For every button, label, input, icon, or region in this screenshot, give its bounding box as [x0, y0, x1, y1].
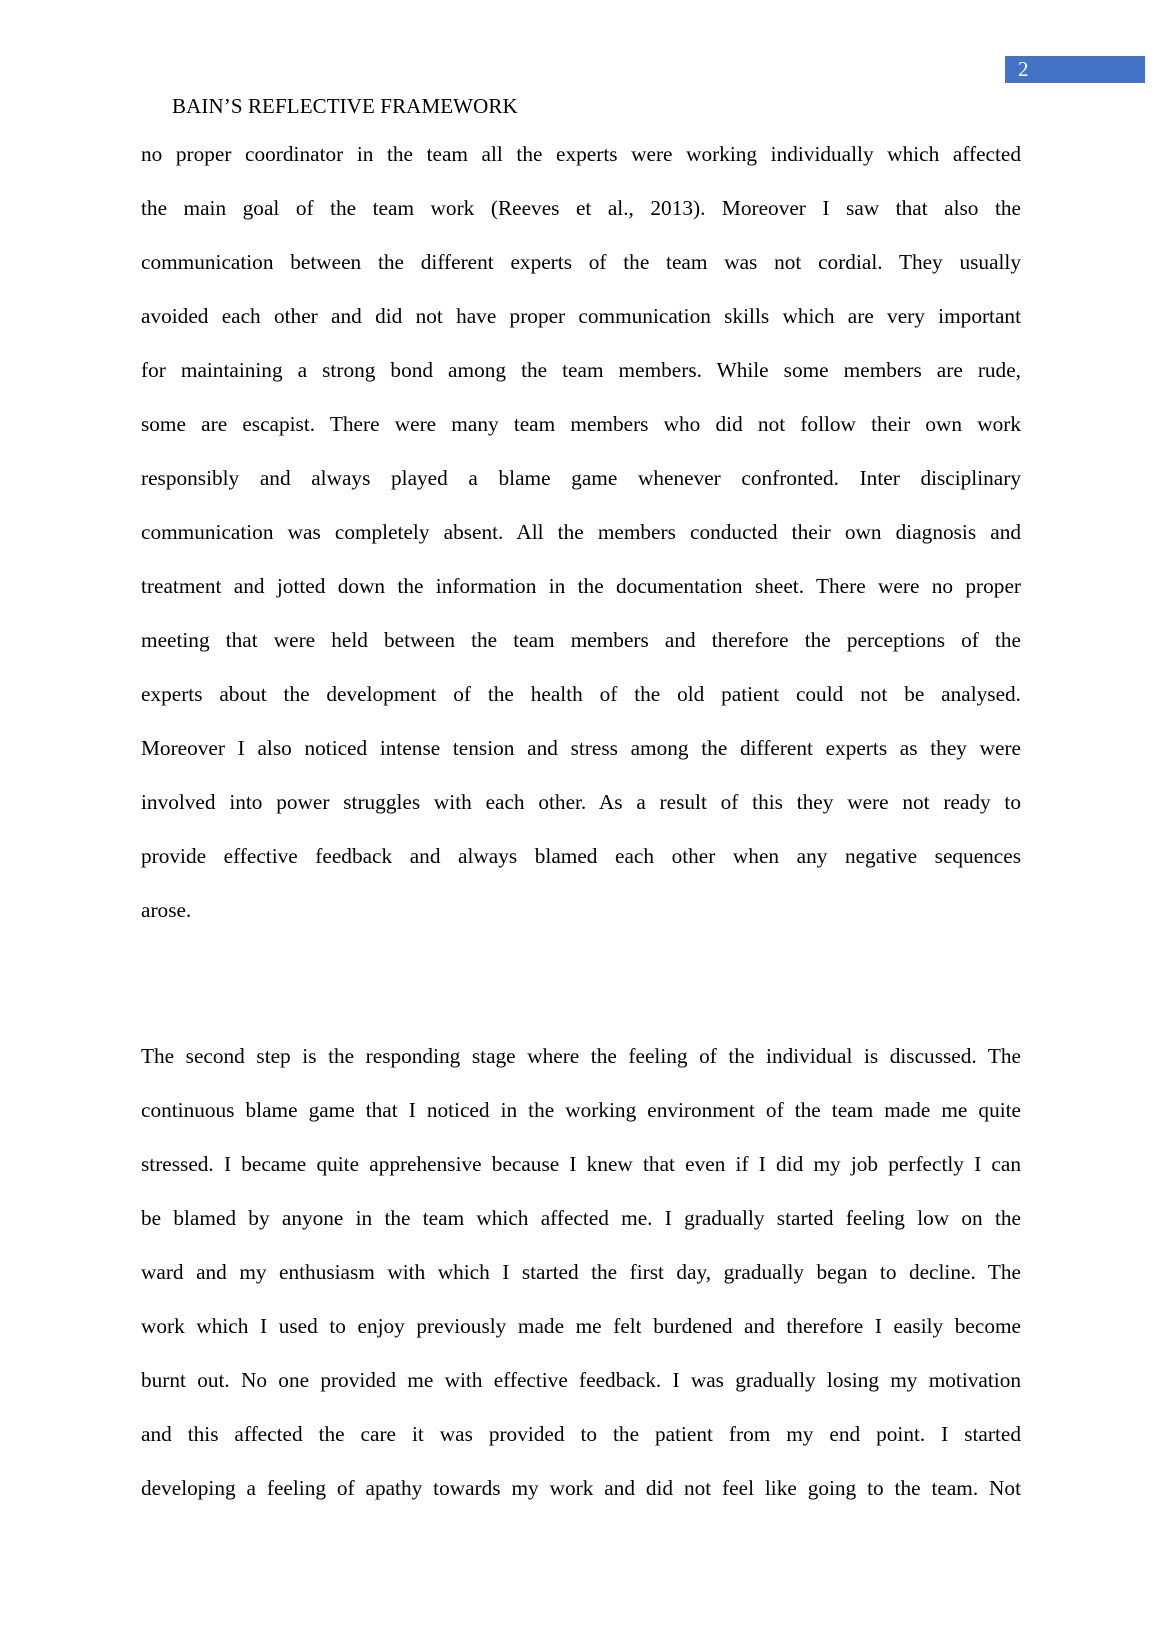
- paragraph-line: communication between the different experts of the team was not cordial. They usually: [141, 250, 1021, 274]
- paragraph-line: arose.: [141, 898, 192, 922]
- paragraph-line: Moreover I also noticed intense tension and stress among the different experts as they were: [141, 736, 1021, 760]
- paragraph-line: ward and my enthusiasm with which I started the first day, gradually began to decline. The: [141, 1260, 1021, 1284]
- paragraph-line: The second step is the responding stage where the feeling of the individual is discussed. The: [141, 1044, 1021, 1068]
- page-number: 2: [1005, 56, 1145, 83]
- paragraph-line: for maintaining a strong bond among the team members. While some members are rude,: [141, 358, 1021, 382]
- paragraph-line: involved into power struggles with each other. As a result of this they were not ready to: [141, 790, 1021, 814]
- paragraph-2: [141, 1029, 1021, 1515]
- paragraph-line: be blamed by anyone in the team which affected me. I gradually started feeling low on the: [141, 1206, 1021, 1230]
- paragraph-line: burnt out. No one provided me with effective feedback. I was gradually losing my motivation: [141, 1368, 1021, 1392]
- paragraph-line: and this affected the care it was provided to the patient from my end point. I started: [141, 1422, 1021, 1446]
- paragraph-line: no proper coordinator in the team all the experts were working individually which affected: [141, 142, 1021, 166]
- running-head: BAIN’S REFLECTIVE FRAMEWORK: [172, 94, 518, 118]
- paragraph-line: avoided each other and did not have proper communication skills which are very important: [141, 304, 1021, 328]
- paragraph-line: communication was completely absent. All the members conducted their own diagnosis and: [141, 520, 1021, 544]
- paragraph-line: work which I used to enjoy previously made me felt burdened and therefore I easily become: [141, 1314, 1021, 1338]
- paragraph-line: developing a feeling of apathy towards my work and did not feel like going to the team. Not: [141, 1476, 1021, 1500]
- paragraph-line: stressed. I became quite apprehensive because I knew that even if I did my job perfectly I can: [141, 1152, 1021, 1176]
- paragraph-line: the main goal of the team work (Reeves et al., 2013). Moreover I saw that also the: [141, 196, 1021, 220]
- paragraph-line: continuous blame game that I noticed in the working environment of the team made me quite: [141, 1098, 1021, 1122]
- paragraph-line: responsibly and always played a blame game whenever confronted. Inter disciplinary: [141, 466, 1021, 490]
- paragraph-line: some are escapist. There were many team members who did not follow their own work: [141, 412, 1021, 436]
- paragraph-line: treatment and jotted down the information in the documentation sheet. There were no proper: [141, 574, 1021, 598]
- paragraph-line: meeting that were held between the team members and therefore the perceptions of the: [141, 628, 1021, 652]
- paragraph-1: [141, 127, 1021, 937]
- paragraph-line: provide effective feedback and always blamed each other when any negative sequences: [141, 844, 1021, 868]
- paragraph-line: experts about the development of the health of the old patient could not be analysed.: [141, 682, 1021, 706]
